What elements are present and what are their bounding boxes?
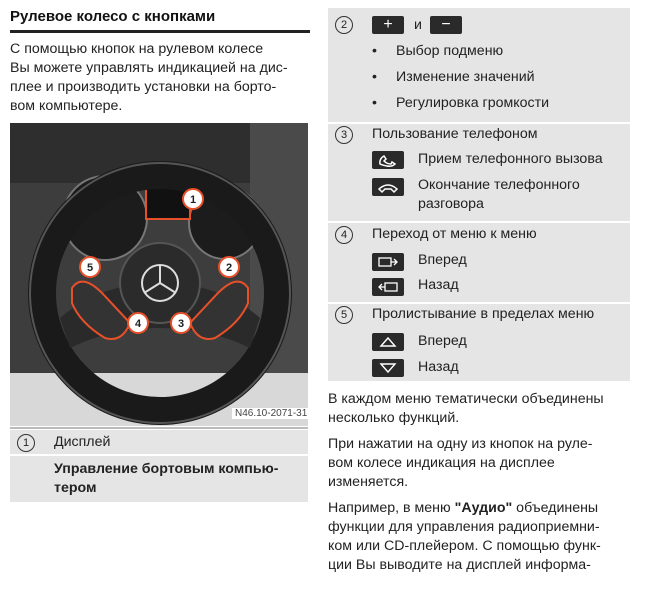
body-paragraph — [328, 435, 630, 492]
label-line: разговора — [418, 196, 484, 212]
scroll-up-icon — [372, 333, 404, 351]
menu-back-label: Назад — [418, 277, 459, 293]
legend-text: Дисплей — [54, 434, 111, 450]
text-line: ции Вы выводите на дисплей информа- — [328, 557, 591, 573]
legend-row-display — [10, 430, 308, 456]
text-line: вом колесе индикация на дисплее — [328, 455, 555, 471]
intro-line: Вы можете управлять индикацией на дис- — [10, 60, 288, 76]
scroll-up-label: Вперед — [418, 333, 467, 349]
and-word: и — [414, 17, 422, 33]
steering-wheel-illustration — [10, 123, 308, 426]
steering-wheel-figure — [10, 123, 308, 426]
scroll-down-label: Назад — [418, 359, 459, 375]
minus-key-icon: − — [430, 16, 462, 34]
figure-caption: N46.10-2071-31 — [232, 408, 310, 419]
legend-bold-line: тером — [54, 480, 97, 496]
figure-underline — [10, 427, 308, 429]
audio-menu-name: "Аудио" — [454, 500, 513, 516]
legend-table-left — [10, 430, 308, 502]
intro-line: С помощью кнопок на рулевом колесе — [10, 41, 264, 57]
scroll-down-icon — [372, 359, 404, 377]
intro-line: вом компьютере. — [10, 98, 123, 114]
intro-line: плее и производить установки на борто- — [10, 79, 277, 95]
callout-4: 4 — [134, 318, 142, 330]
text-line: В каждом меню тематически объединены — [328, 391, 604, 407]
callout-1: 1 — [189, 194, 197, 206]
title-underline — [10, 30, 310, 33]
phone-hangup-icon — [372, 178, 404, 196]
menu-forward-icon — [372, 253, 404, 271]
section-divider — [328, 122, 630, 124]
legend-row-board-computer — [10, 456, 308, 502]
text-line: несколько функций. — [328, 410, 460, 426]
bullet-item: • Регулировка громкости — [372, 95, 549, 111]
bullet-item: • Выбор подменю — [372, 43, 503, 59]
section-heading: Пролистывание в пределах меню — [372, 306, 595, 322]
label-line: Окончание телефонного — [418, 177, 580, 193]
menu-back-icon — [372, 278, 404, 296]
num-badge: 1 — [17, 434, 35, 452]
phone-answer-label: Прием телефонного вызова — [418, 151, 603, 167]
phone-answer-icon — [372, 151, 404, 169]
legend-table-right — [328, 8, 630, 381]
body-paragraph — [328, 390, 630, 428]
num-badge: 5 — [335, 306, 353, 324]
section-heading: Переход от меню к меню — [372, 226, 537, 242]
num-badge: 3 — [335, 126, 353, 144]
callout-2: 2 — [225, 262, 233, 274]
legend-bold-line: Управление бортовым компью- — [54, 461, 279, 477]
num-badge: 2 — [335, 16, 353, 34]
body-paragraph — [328, 499, 630, 575]
num-badge: 4 — [335, 226, 353, 244]
intro-paragraph — [10, 40, 315, 116]
legend-bold-text — [54, 460, 278, 498]
text-line: Например, в меню "Аудио" объединены — [328, 500, 599, 516]
text-line: изменяется. — [328, 474, 409, 490]
text-line: функции для управления радиоприемни- — [328, 519, 600, 535]
callout-5: 5 — [86, 262, 94, 274]
text-line: ком или CD-плейером. С помощью функ- — [328, 538, 601, 554]
section-title: Рулевое колесо с кнопками — [10, 8, 216, 25]
callout-3: 3 — [177, 318, 185, 330]
section-heading: Пользование телефоном — [372, 126, 538, 142]
section-divider — [328, 302, 630, 304]
bullet-item: • Изменение значений — [372, 69, 535, 85]
text-line: При нажатии на одну из кнопок на руле- — [328, 436, 593, 452]
section-divider — [328, 221, 630, 223]
phone-hangup-label — [418, 176, 580, 214]
menu-forward-label: Вперед — [418, 252, 467, 268]
plus-key-icon: + — [372, 16, 404, 34]
